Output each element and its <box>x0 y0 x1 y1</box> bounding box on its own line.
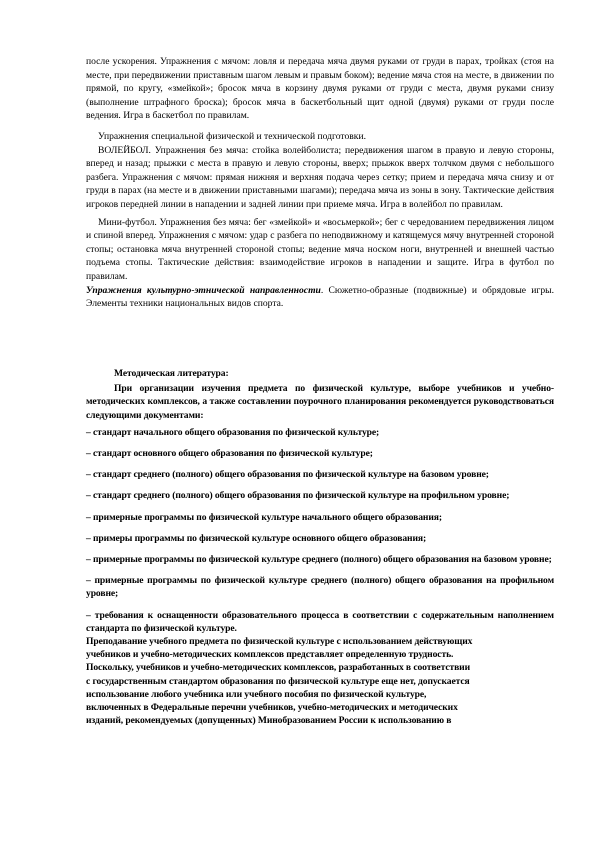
closing-line: Поскольку, учебников и учебно-методических комплексов, разработанных в соответствии <box>86 662 471 674</box>
closing-line: Преподавание учебного предмета по физической культуре с использованием действующих <box>86 636 473 648</box>
literature-item: – примерные программы по физической культуре среднего (полного) общего образования на профильном уровне; <box>86 575 554 600</box>
literature-item: – примерные программы по физической культуре среднего (полного) общего образования на базовом уровне; <box>86 554 552 566</box>
closing-line: изданий, рекомендуемых (допущенных) Минобразованием России к использованию в <box>86 715 452 727</box>
closing-line: с государственным стандартом образования по физической культуре еще нет, допускается <box>86 675 470 687</box>
closing-text <box>86 635 554 727</box>
ethnic-text: . Сюжетно-образные (подвижные) и обрядовые игры. Элементы техники национальных видов спорта. <box>86 284 554 310</box>
literature-item: – стандарт основного общего образования по физической культуре; <box>86 448 373 460</box>
literature-item: – стандарт начального общего образования по физической культуре; <box>86 426 380 438</box>
closing-line: учебников и учебно-методических комплексов представляет определенную трудность. <box>86 649 454 661</box>
literature-item: – примерные программы по физической культуре начального общего образования; <box>86 511 442 523</box>
literature-item: – стандарт среднего (полного) общего образования по физической культуре на профильном уровне; <box>86 490 510 502</box>
text-upper <box>86 55 554 311</box>
literature-item: – стандарт среднего (полного) общего образования по физической культуре на базовом уровне; <box>86 469 489 481</box>
closing-line: включенных в Федеральные перечни учебников, учебно-методических и методических <box>86 702 458 714</box>
closing-line: использование любого учебника или учебного пособия по физической культуре, <box>86 688 427 700</box>
literature-item: – примеры программы по физической культуре основного общего образования; <box>86 532 427 544</box>
literature-heading: Методическая литература: <box>114 368 229 379</box>
paragraph-volleyball: ВОЛЕЙБОЛ. Упражнения без мяча: стойка волейболиста; передвижения шагом в правую и левую стороны, вперед и назад; прыжки с места в правую и левую стороны, вверх; прыжок вверх толчком двумя с небольшого разбега. Упражнения с мячом: прямая нижняя и верхняя подача через сетку; прием и передача мяча снизу и от груди в парах (на месте и в движении приставными шагами); передача мяча из зоны в зону. Тактические действия игроков передней линии в нападении и задней линии при приеме мяча. Игра в волейбол по правилам. <box>86 144 554 210</box>
paragraph-mini-football: Мини-футбол. Упражнения без мяча: бег «змейкой» и «восьмеркой»; бег с чередованием передвижения лицом и спиной вперед. Упражнения с мячом: удар с разбега по неподвижному и катящемуся мячу внутренней стороной стопы; остановка мяча внутренней стороной стопы; ведение мяча носком ноги, внутренней и внешней частью подъема стопы. Тактические действия: взаимодействие игроков в нападении и защите. Игра в футбол по правилам. <box>86 216 554 282</box>
literature-item: – требования к оснащенности образовательного процесса в соответствии с содержательным наполнением стандарта по физической культуре. <box>86 609 554 634</box>
text-lower <box>86 367 554 727</box>
ethnic-heading: Упражнения культурно-этнической направленности <box>86 284 321 296</box>
literature-intro: При организации изучения предмета по физической культуре, выборе учебников и учебно-методических комплексов, а также составлении поурочного планирования рекомендуется руководствоваться следующими документами: <box>86 383 554 421</box>
paragraph-special-training: Упражнения специальной физической и технической подготовки. <box>98 130 366 142</box>
paragraph-basketball: после ускорения. Упражнения с мячом: ловля и передача мяча двумя руками от груди в парах, тройках (стоя на месте, при передвижении приставным шагом левым и правым боком); ведение мяча стоя на месте, в движении по прямой, по кругу, «змейкой»; бросок мяча в корзину двумя руками от груди с места, двумя руками снизу (выполнение штрафного броска); бросок мяча в баскетбольный щит одной (двумя) руками от груди после ведения. Игра в баскетбол по правилам. <box>86 56 554 122</box>
paragraph-ethnic <box>86 284 554 311</box>
